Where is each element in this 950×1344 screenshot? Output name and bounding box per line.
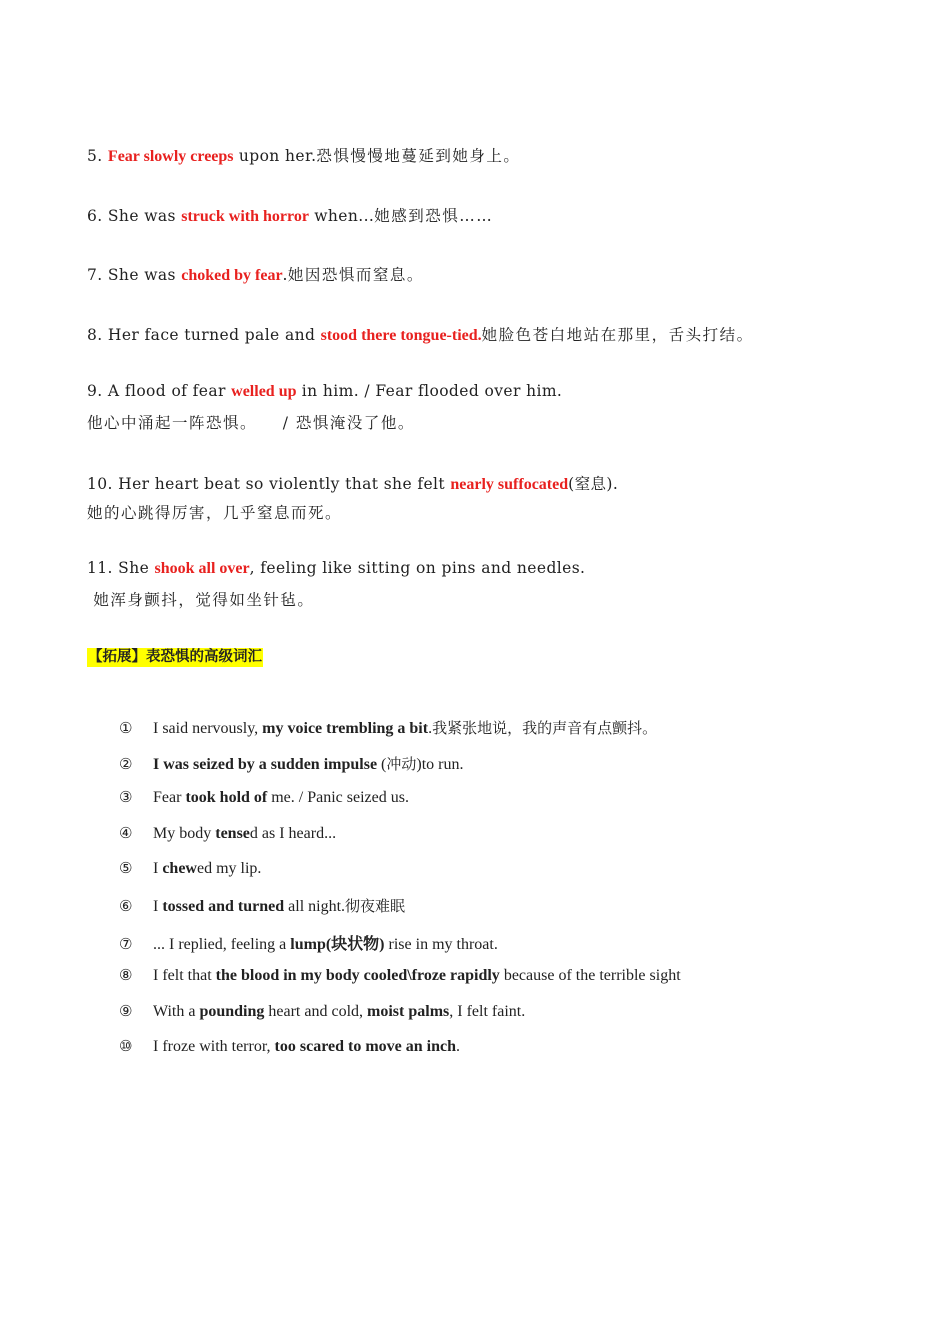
chinese-translation: 她感到恐惧…… (374, 207, 494, 225)
sentence-9 (87, 382, 562, 401)
sentence-6 (87, 204, 493, 226)
highlight-phrase: nearly suffocated (450, 476, 569, 493)
item-number: ⑥ (119, 897, 133, 915)
chinese-translation: 冲动 (386, 755, 417, 773)
list-item: ③ Fear took hold of me. / Panic seized us. (119, 788, 409, 806)
item-number: ⑦ (119, 935, 133, 953)
sentence-text: when... (308, 207, 375, 225)
sentence-text: in him. / Fear flooded over him. (296, 382, 563, 400)
list-item: ⑩ I froze with terror, too scared to move an inch. (119, 1037, 460, 1055)
highlight-phrase: stood there tongue-tied. (320, 327, 482, 344)
sentence-5 (87, 144, 520, 166)
sentence-text: 8. Her face turned pale and (87, 326, 321, 344)
highlight-phrase: Fear slowly creeps (107, 148, 234, 165)
sentence-7 (87, 263, 424, 285)
sentence-text: upon her. (233, 147, 317, 165)
sentence-text: 7. She was (87, 266, 182, 284)
sentence-text: 9. A flood of fear (87, 382, 232, 400)
sentence-text: . (282, 266, 288, 284)
sentence-text: 6. She was (87, 207, 182, 225)
sentence-11-translation: 她浑身颤抖，觉得如坐针毡。 (87, 591, 315, 609)
chinese-translation: 彻夜难眠 (345, 897, 406, 915)
sentence-9-translation: 他心中涌起一阵恐惧。 / 恐惧淹没了他。 (87, 414, 415, 432)
sentence-11 (87, 559, 585, 578)
chinese-translation: 她因恐惧而窒息。 (287, 266, 424, 284)
sentence-10 (87, 472, 618, 494)
item-number: ① (119, 719, 133, 737)
item-number: ② (119, 755, 133, 773)
sentence-text: , feeling like sitting on pins and needles. (249, 559, 586, 577)
item-number: ⑨ (119, 1002, 133, 1020)
list-item: ② I was seized by a sudden impulse (冲动)to run. (119, 755, 464, 773)
chinese-translation: 恐惧慢慢地蔓延到她身上。 (316, 147, 521, 165)
sentence-10-translation: 她的心跳得厉害，几乎窒息而死。 (87, 504, 343, 522)
sentence-text: 10. Her heart beat so violently that she felt (87, 475, 451, 493)
sentence-text: 11. She (87, 559, 155, 577)
highlight-phrase: choked by fear (181, 267, 283, 284)
item-number: ④ (119, 824, 133, 842)
item-number: ③ (119, 788, 133, 806)
item-number: ⑩ (119, 1037, 133, 1055)
highlight-phrase: welled up (231, 383, 297, 400)
sentence-text: 5. (87, 147, 108, 165)
item-number: ⑧ (119, 966, 133, 984)
chinese-translation: 她脸色苍白地站在那里，舌头打结。 (481, 326, 754, 344)
sentence-8 (87, 323, 754, 345)
item-number: ⑤ (119, 859, 133, 877)
chinese-translation: 我紧张地说，我的声音有点颤抖。 (432, 719, 658, 737)
highlight-phrase: struck with horror (181, 208, 309, 225)
list-item: ⑤ I chewed my lip. (119, 859, 262, 877)
sentence-text: (窒息). (568, 475, 619, 493)
list-item: ⑧ I felt that the blood in my body cooled\froze rapidly because of the terrible sight (119, 966, 681, 984)
list-item: ⑦ ... I replied, feeling a lump(块状物) rise in my throat. (119, 935, 498, 953)
section-heading: 【拓展】表恐惧的高级词汇 (88, 649, 262, 665)
list-item: ⑨ With a pounding heart and cold, moist palms, I felt faint. (119, 1002, 526, 1020)
list-item: ① I said nervously, my voice trembling a bit.我紧张地说，我的声音有点颤抖。 (119, 719, 658, 737)
highlight-phrase: shook all over (154, 560, 250, 577)
list-item: ⑥ I tossed and turned all night.彻夜难眠 (119, 897, 406, 915)
list-item: ④ My body tensed as I heard... (119, 824, 337, 842)
